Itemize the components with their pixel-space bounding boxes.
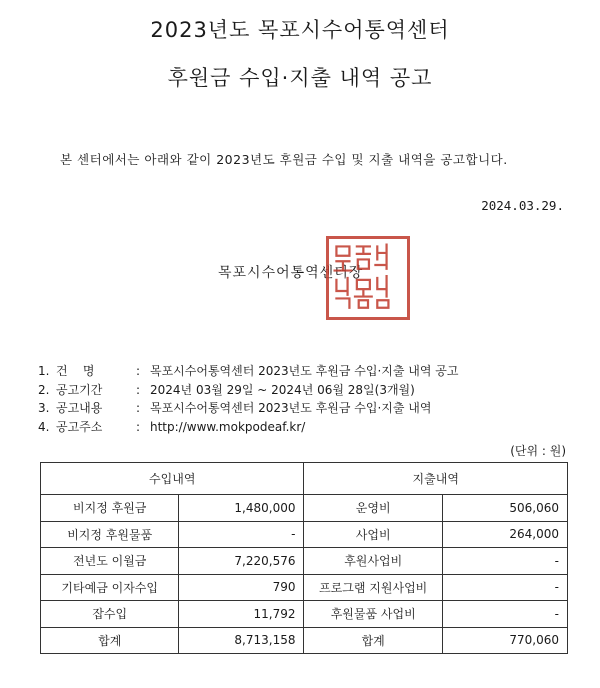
table-row	[41, 574, 568, 601]
expense-label: 후원사업비	[304, 548, 442, 575]
income-expense-table	[40, 462, 568, 654]
item-number: 3.	[38, 401, 50, 415]
expense-label: 후원물품 사업비	[304, 601, 442, 628]
income-label: 비지정 후원금	[41, 495, 179, 522]
income-label: 비지정 후원물품	[41, 521, 179, 548]
item-label: 건 명	[56, 364, 95, 378]
item-colon: :	[136, 401, 141, 415]
expense-amount: -	[442, 548, 567, 575]
income-label: 잡수입	[41, 601, 179, 628]
item-url-link[interactable]: http://www.mokpodeaf.kr/	[150, 419, 306, 434]
list-item	[38, 399, 458, 418]
expense-label: 사업비	[304, 521, 442, 548]
expense-total-label: 합계	[304, 627, 442, 654]
income-amount: 790	[179, 574, 304, 601]
table-total-row	[41, 627, 568, 654]
expense-amount: -	[442, 574, 567, 601]
item-value: 목포시수어통역센터 2023년도 후원금 수입·지출 내역	[150, 401, 432, 415]
notice-items	[38, 362, 458, 436]
official-seal-icon	[326, 236, 410, 320]
title-line-2: 후원금 수입·지출 내역 공고	[167, 66, 433, 90]
income-amount: 11,792	[179, 601, 304, 628]
expense-amount: 506,060	[442, 495, 567, 522]
item-colon: :	[136, 382, 141, 397]
item-label: 공고주소	[56, 419, 103, 434]
item-number: 2.	[38, 382, 50, 397]
expense-header: 지출내역	[304, 463, 568, 495]
table-row	[41, 548, 568, 575]
list-item	[38, 362, 458, 381]
intro-text: 본 센터에서는 아래와 같이 2023년도 후원금 수입 및 지출 내역을 공고합니다.	[60, 152, 508, 167]
unit-note: (단위 : 원)	[510, 444, 566, 458]
seal-graphic	[329, 239, 407, 317]
income-amount: 1,480,000	[179, 495, 304, 522]
expense-label: 운영비	[304, 495, 442, 522]
item-colon: :	[136, 364, 141, 378]
item-number: 1.	[38, 364, 50, 378]
item-number: 4.	[38, 419, 50, 434]
expense-label: 프로그램 지원사업비	[304, 574, 442, 601]
title-line-1: 2023년도 목포시수어통역센터	[150, 18, 450, 42]
table-header-row	[41, 463, 568, 495]
income-label: 전년도 이월금	[41, 548, 179, 575]
income-total-label: 합계	[41, 627, 179, 654]
expense-amount: -	[442, 601, 567, 628]
table-row	[41, 495, 568, 522]
income-total-amount: 8,713,158	[179, 627, 304, 654]
list-item	[38, 381, 458, 400]
center-director-name: 목포시수어통역센터장	[218, 265, 364, 281]
notice-date: 2024.03.29.	[481, 198, 564, 213]
expense-amount: 264,000	[442, 521, 567, 548]
item-label: 공고기간	[56, 382, 103, 397]
income-amount: -	[179, 521, 304, 548]
income-amount: 7,220,576	[179, 548, 304, 575]
item-label: 공고내용	[56, 401, 103, 415]
table-row	[41, 601, 568, 628]
list-item	[38, 418, 458, 437]
item-value: 목포시수어통역센터 2023년도 후원금 수입·지출 내역 공고	[150, 364, 459, 378]
table-row	[41, 521, 568, 548]
income-header: 수입내역	[41, 463, 304, 495]
item-colon: :	[136, 419, 141, 434]
item-value: 2024년 03월 29일 ~ 2024년 06월 28일(3개월)	[150, 382, 415, 397]
income-label: 기타예금 이자수입	[41, 574, 179, 601]
expense-total-amount: 770,060	[442, 627, 567, 654]
